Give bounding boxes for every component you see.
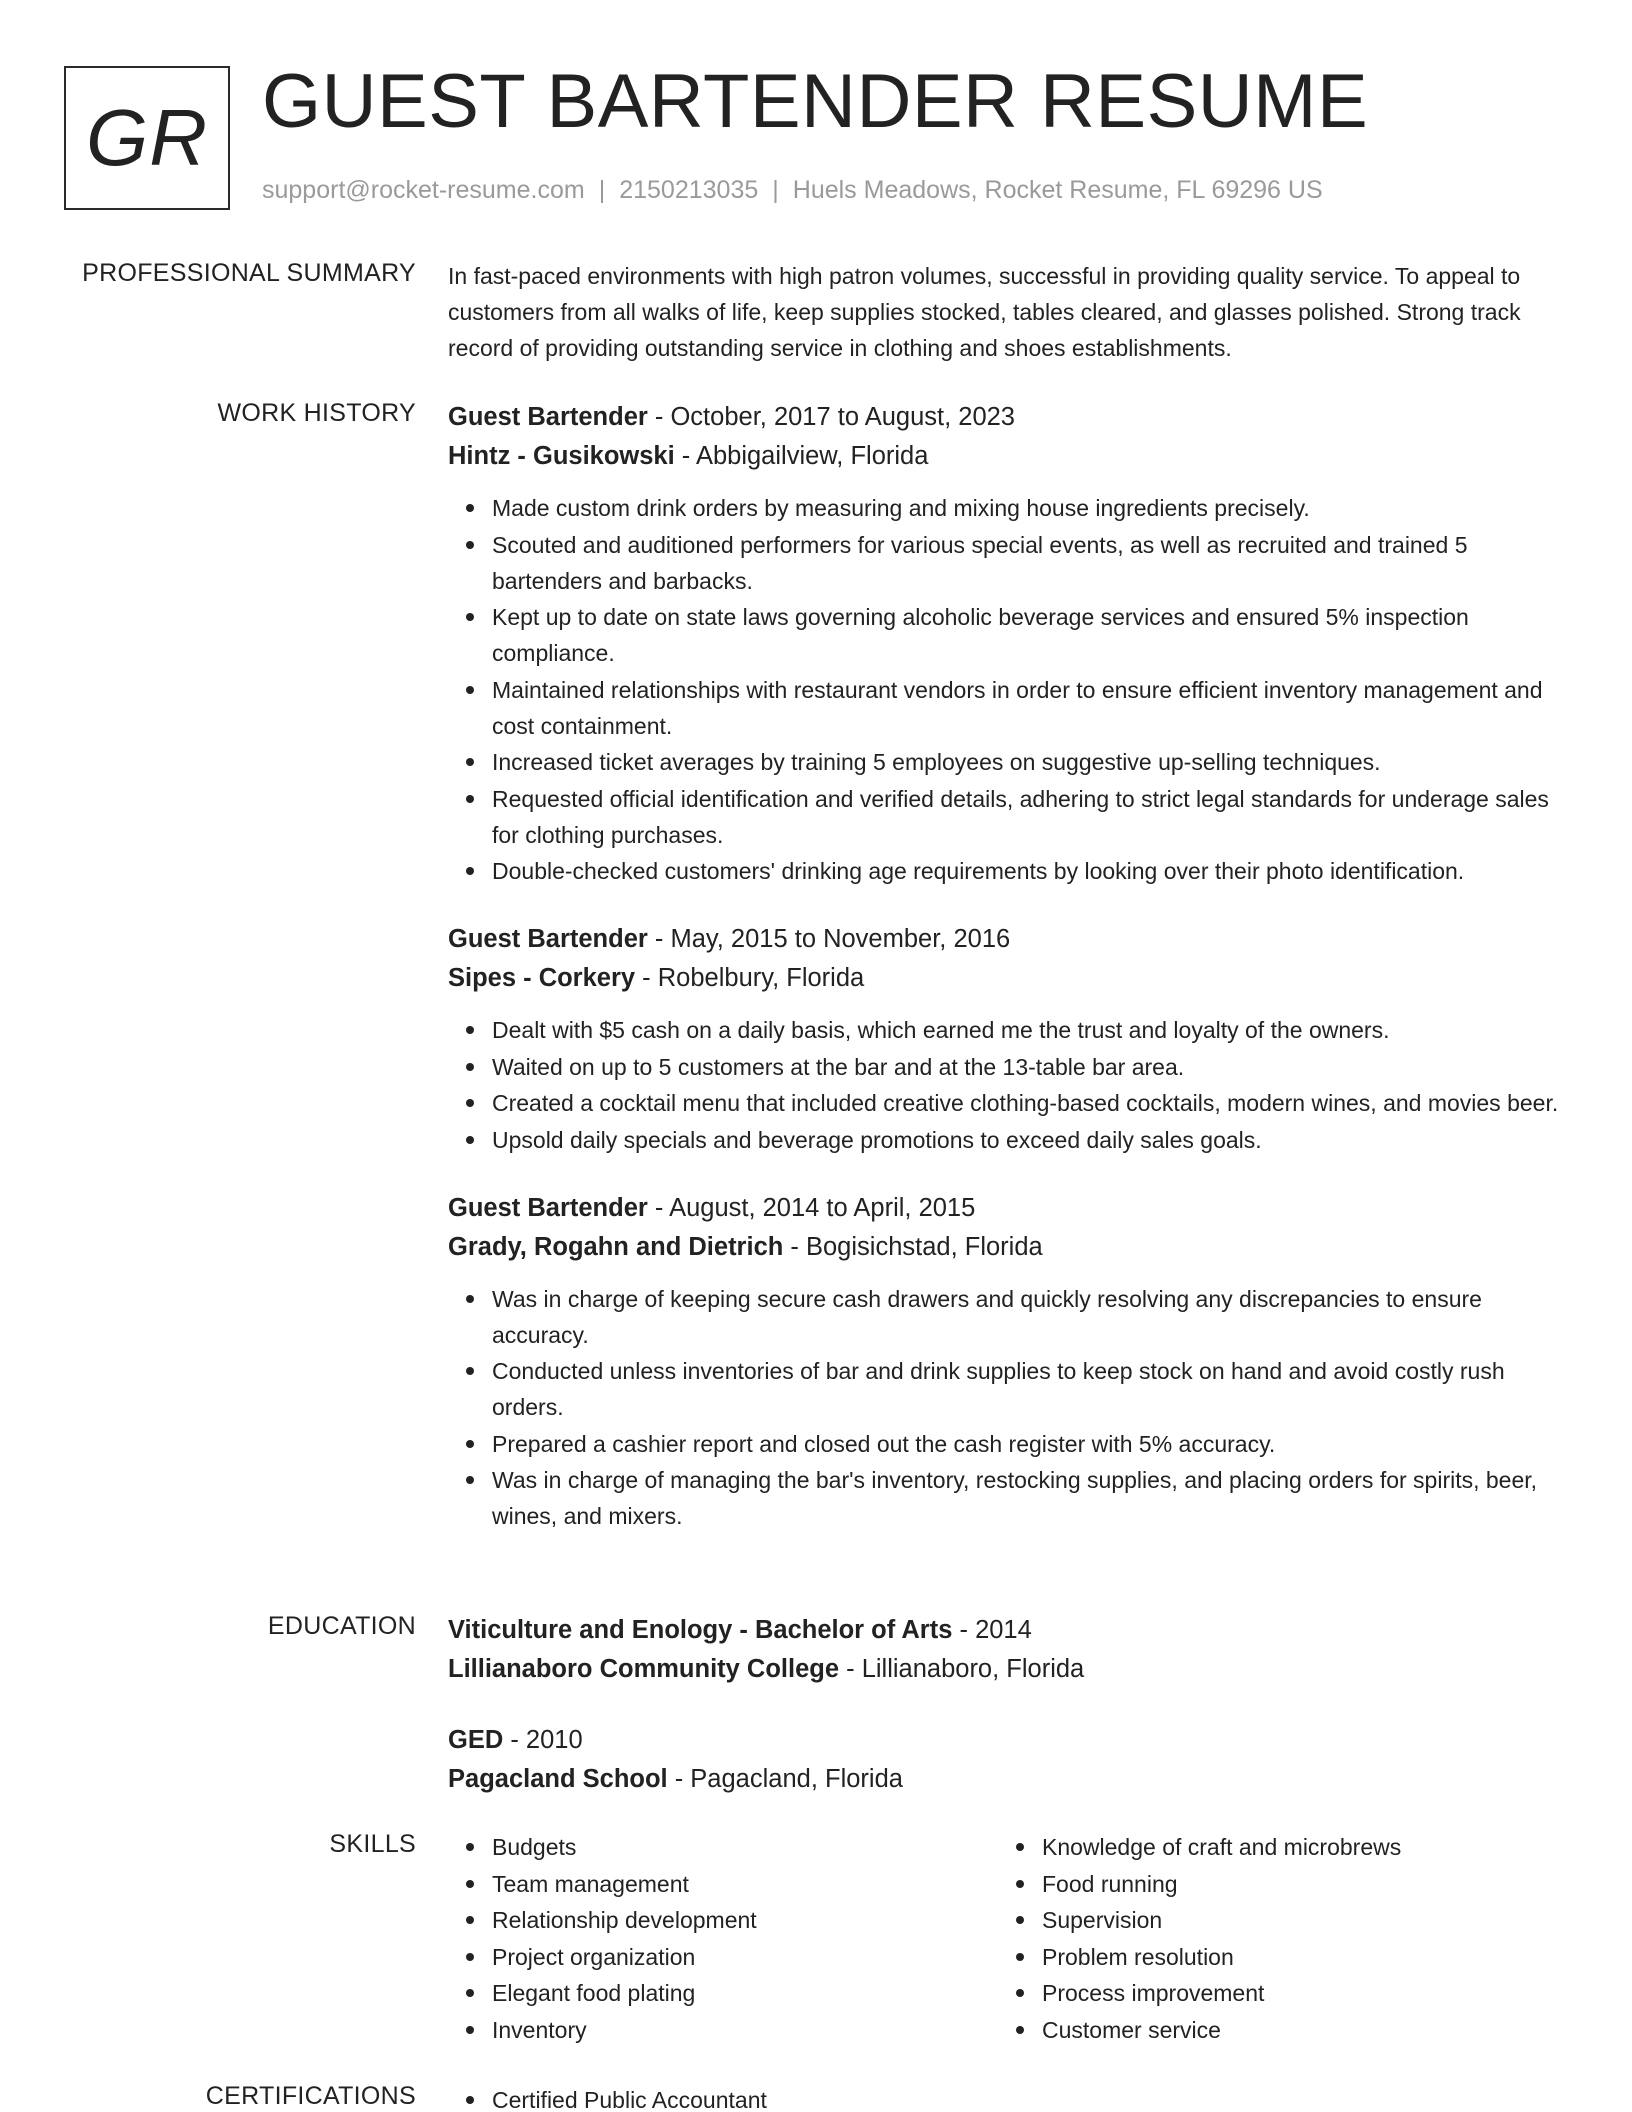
list-item: Dealt with $5 cash on a daily basis, which earned me the trust and loyalty of the owners. <box>448 1012 1568 1048</box>
job-location: - Bogisichstad, Florida <box>783 1232 1043 1261</box>
contact-line <box>262 176 1323 205</box>
list-item: Problem resolution <box>998 1939 1548 1975</box>
job-title-line <box>448 398 1568 437</box>
list-item: Relationship development <box>448 1902 998 1938</box>
certifications-list <box>448 2082 1568 2112</box>
education-year: - 2014 <box>952 1616 1032 1644</box>
education-degree: Viticulture and Enology - Bachelor of Arts <box>448 1616 953 1644</box>
contact-phone: 2150213035 <box>619 176 759 204</box>
section-label-summary: PROFESSIONAL SUMMARY <box>82 259 416 287</box>
list-item: Certified Public Accountant <box>448 2082 1568 2112</box>
contact-address: Huels Meadows, Rocket Resume, FL 69296 US <box>792 176 1323 204</box>
job-dates: - August, 2014 to April, 2015 <box>647 1193 976 1222</box>
education-year: - 2010 <box>503 1726 583 1754</box>
education-entry <box>448 1721 1568 1799</box>
job-entry <box>448 398 1568 889</box>
skills-grid <box>448 1829 1568 2048</box>
job-bullets <box>448 1281 1568 1535</box>
job-company-line <box>448 1228 1568 1267</box>
contact-separator: | <box>598 176 606 204</box>
list-item: Double-checked customers' drinking age requirements by looking over their photo identification. <box>448 853 1568 889</box>
job-dates: - May, 2015 to November, 2016 <box>647 925 1011 953</box>
contact-email: support@rocket-resume.com <box>262 176 585 204</box>
contact-separator: | <box>772 176 779 204</box>
skills-list <box>448 1829 998 2048</box>
list-item: Was in charge of managing the bar's inventory, restocking supplies, and placing orders for spirits, beer, wines, and mixers. <box>448 1462 1568 1534</box>
education-degree-line <box>448 1611 1568 1650</box>
job-title: Guest Bartender <box>448 925 648 953</box>
job-title: Guest Bartender <box>448 1193 648 1222</box>
list-item: Customer service <box>998 2012 1548 2048</box>
list-item: Budgets <box>448 1829 998 1865</box>
job-title: Guest Bartender <box>448 403 648 431</box>
job-dates: - October, 2017 to August, 2023 <box>647 403 1015 431</box>
list-item: Project organization <box>448 1939 998 1975</box>
education-school-line <box>448 1650 1568 1689</box>
education-location: - Lillianaboro, Florida <box>839 1655 1085 1683</box>
section-label-certifications: CERTIFICATIONS <box>205 2082 416 2110</box>
education-degree: GED <box>448 1726 504 1754</box>
education-degree-line <box>448 1721 1568 1760</box>
list-item: Supervision <box>998 1902 1548 1938</box>
section-label-education: EDUCATION <box>267 1612 416 1640</box>
list-item: Upsold daily specials and beverage promotions to exceed daily sales goals. <box>448 1122 1568 1158</box>
job-company: Sipes - Corkery <box>448 964 636 992</box>
list-item: Inventory <box>448 2012 998 2048</box>
job-entry <box>448 1189 1568 1535</box>
job-company: Hintz - Gusikowski <box>448 442 675 470</box>
list-item: Requested official identification and verified details, adhering to strict legal standards for underage sales for clothing purchases. <box>448 781 1568 853</box>
list-item: Was in charge of keeping secure cash drawers and quickly resolving any discrepancies to ensure accuracy. <box>448 1281 1568 1353</box>
list-item: Scouted and auditioned performers for various special events, as well as recruited and trained 5 bartenders and barbacks. <box>448 527 1568 599</box>
skills-column-left <box>448 1829 998 2048</box>
education-location: - Pagacland, Florida <box>667 1765 903 1793</box>
list-item: Increased ticket averages by training 5 employees on suggestive up-selling techniques. <box>448 744 1568 780</box>
list-item: Conducted unless inventories of bar and drink supplies to keep stock on hand and avoid costly rush orders. <box>448 1353 1568 1425</box>
monogram-box <box>64 66 230 210</box>
list-item: Knowledge of craft and microbrews <box>998 1829 1548 1865</box>
job-company-line <box>448 437 1568 476</box>
list-item: Prepared a cashier report and closed out the cash register with 5% accuracy. <box>448 1426 1568 1462</box>
list-item: Created a cocktail menu that included creative clothing-based cocktails, modern wines, and movies beer. <box>448 1085 1568 1121</box>
job-bullets <box>448 490 1568 889</box>
education-school: Pagacland School <box>448 1765 668 1793</box>
resume-title: GUEST BARTENDER RESUME <box>262 59 1369 144</box>
list-item: Elegant food plating <box>448 1975 998 2011</box>
education-school: Lillianaboro Community College <box>448 1655 840 1683</box>
job-title-line <box>448 920 1568 959</box>
education-school-line <box>448 1760 1568 1799</box>
list-item: Waited on up to 5 customers at the bar and at the 13-table bar area. <box>448 1049 1568 1085</box>
job-company-line <box>448 959 1568 998</box>
education-entry <box>448 1611 1568 1689</box>
list-item: Kept up to date on state laws governing alcoholic beverage services and ensured 5% inspection compliance. <box>448 599 1568 671</box>
skills-list <box>998 1829 1548 2048</box>
job-company: Grady, Rogahn and Dietrich <box>448 1232 784 1261</box>
summary-text: In fast-paced environments with high patron volumes, successful in providing quality service. To appeal to customers from all walks of life, keep supplies stocked, tables cleared, and glasses polished. Strong track record of providing outstanding service in clothing and shoes establishments. <box>448 263 1521 361</box>
section-label-work-history: WORK HISTORY <box>217 399 416 427</box>
list-item: Team management <box>448 1866 998 1902</box>
section-label-skills: SKILLS <box>329 1830 416 1858</box>
job-location: - Abbigailview, Florida <box>674 442 929 470</box>
list-item: Food running <box>998 1866 1548 1902</box>
monogram-initials: GR <box>86 93 208 182</box>
job-title-line <box>448 1189 1568 1228</box>
job-location: - Robelbury, Florida <box>635 964 865 992</box>
list-item: Maintained relationships with restaurant vendors in order to ensure efficient inventory management and cost containment. <box>448 672 1568 744</box>
job-entry <box>448 920 1568 1158</box>
list-item: Made custom drink orders by measuring and mixing house ingredients precisely. <box>448 490 1568 526</box>
list-item: Process improvement <box>998 1975 1548 2011</box>
job-bullets <box>448 1012 1568 1158</box>
skills-column-right <box>998 1829 1548 2048</box>
